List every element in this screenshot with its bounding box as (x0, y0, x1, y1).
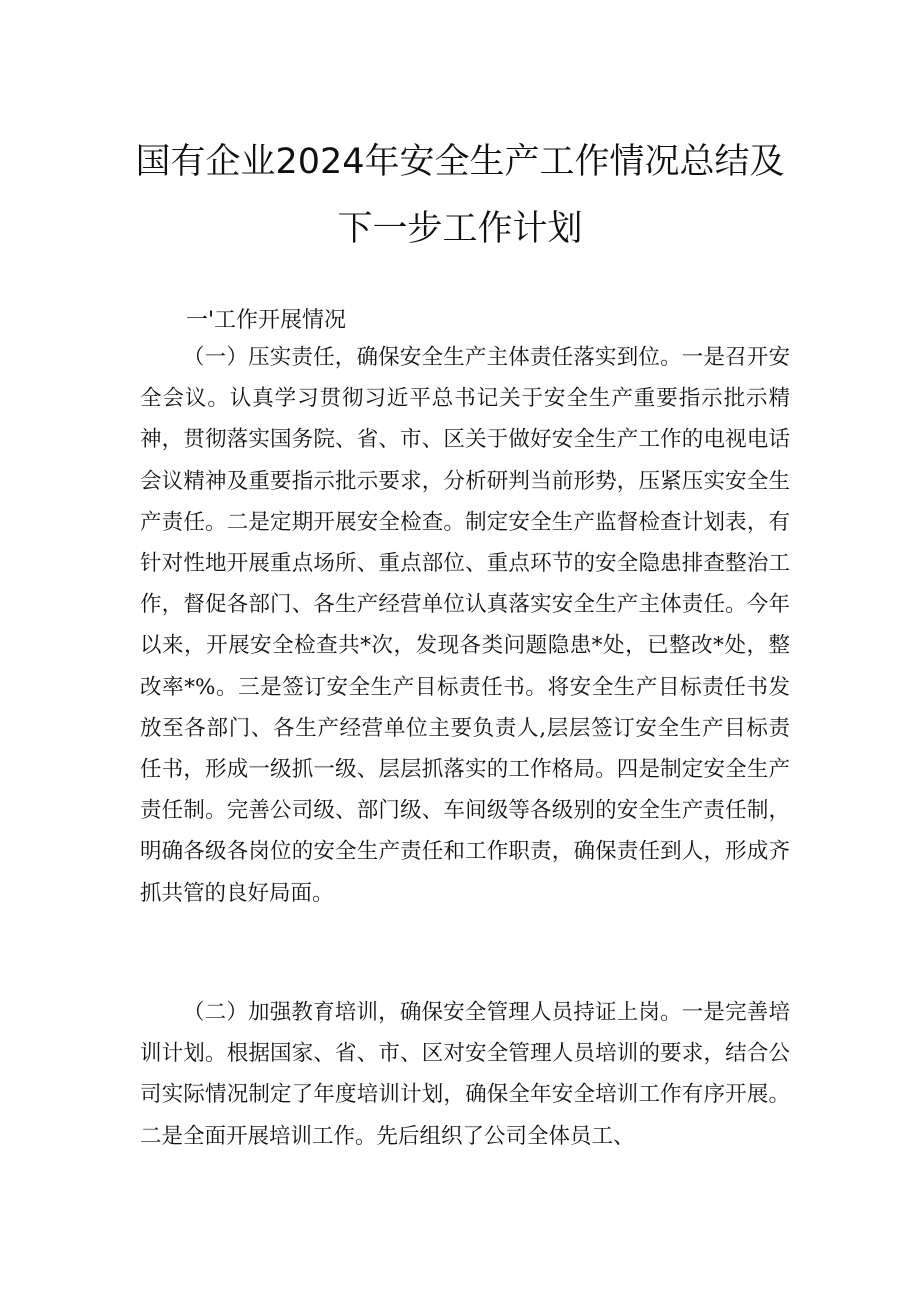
document-title-line-2: 下一步工作计划 (337, 209, 583, 249)
section-heading: 一'工作开展情况 (186, 308, 347, 333)
document-title-line-1: 国有企业2024年安全生产工作情况总结及 (135, 142, 785, 182)
body-paragraph-2: （二）加强教育培训，确保安全管理人员持证上岗。一是完善培训计划。根据国家、省、市、区对安全管理人员培训的要求，结合公司实际情况制定了年度培训计划，确保全年安全培训工作有序开展。二是全面开展培训工作。先后组织了公司全体员工、 (140, 1000, 790, 1149)
body-paragraph-1: （一）压实责任，确保安全生产主体责任落实到位。一是召开安全会议。认真学习贯彻习近平总书记关于安全生产重要指示批示精神，贯彻落实国务院、省、市、区关于做好安全生产工作的电视电话会议精神及重要指示批示要求，分析研判当前形势，压紧压实安全生产责任。二是定期开展安全检查。制定安全生产监督检查计划表，有针对性地开展重点场所、重点部位、重点环节的安全隐患排查整治工作，督促各部门、各生产经营单位认真落实安全生产主体责任。今年以来，开展安全检查共*次，发现各类问题隐患*处，已整改*处，整改率*%。三是签订安全生产目标责任书。将安全生产目标责任书发放至各部门、各生产经营单位主要负责人,层层签订安全生产目标责任书，形成一级抓一级、层层抓落实的工作格局。四是制定安全生产责任制。完善公司级、部门级、车间级等各级别的安全生产责任制，明确各级各岗位的安全生产责任和工作职责，确保责任到人，形成齐抓共管的良好局面。 (140, 345, 790, 906)
